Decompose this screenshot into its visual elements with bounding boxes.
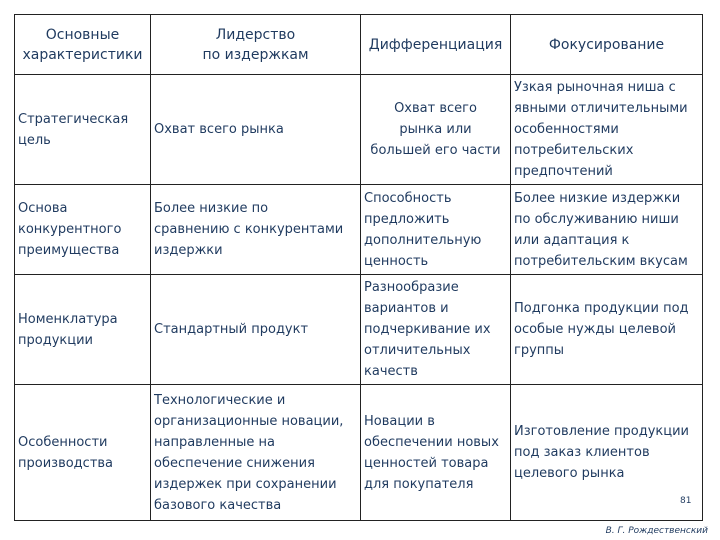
row-label-strategic-goal: Стратегическая цель bbox=[15, 75, 151, 185]
header-focus: Фокусирование bbox=[511, 15, 703, 75]
cell-cost-leadership: Стандартный продукт bbox=[151, 275, 361, 385]
table-row bbox=[15, 385, 703, 521]
strategy-comparison-table bbox=[14, 14, 703, 521]
author-footer: В. Г. Рождественский bbox=[605, 526, 708, 536]
cell-differentiation: Способность предложить дополнительную ценность bbox=[361, 185, 511, 275]
cell-focus: Более низкие издержки по обслуживанию ниши или адаптация к потребительским вкусам bbox=[511, 185, 703, 275]
cell-cost-leadership: Технологические и организационные новации, направленные на обеспечение снижения издержек при сохранении базового качества bbox=[151, 385, 361, 521]
cell-focus: Подгонка продукции под особые нужды целевой группы bbox=[511, 275, 703, 385]
cell-differentiation: Охват всего рынка или большей его части bbox=[361, 75, 511, 185]
row-label-product-range: Номенклатура продукции bbox=[15, 275, 151, 385]
cell-focus: Изготовление продукции под заказ клиентов целевого рынка bbox=[511, 385, 703, 521]
table-row bbox=[15, 275, 703, 385]
cell-cost-leadership: Охват всего рынка bbox=[151, 75, 361, 185]
cell-differentiation: Новации в обеспечении новых ценностей товара для покупателя bbox=[361, 385, 511, 521]
cell-focus: Узкая рыночная ниша с явными отличительными особенностями потребительских предпочтений bbox=[511, 75, 703, 185]
table-row bbox=[15, 185, 703, 275]
header-characteristics: Основные характеристики bbox=[15, 15, 151, 75]
header-cost-leadership: Лидерство по издержкам bbox=[151, 15, 361, 75]
header-differentiation: Дифференциация bbox=[361, 15, 511, 75]
cell-differentiation: Разнообразие вариантов и подчеркивание их отличительных качеств bbox=[361, 275, 511, 385]
row-label-competitive-advantage: Основа конкурентного преимущества bbox=[15, 185, 151, 275]
page-number: 81 bbox=[680, 496, 692, 506]
cell-cost-leadership: Более низкие по сравнению с конкурентами издержки bbox=[151, 185, 361, 275]
row-label-production-features: Особенности производства bbox=[15, 385, 151, 521]
table-row bbox=[15, 75, 703, 185]
table-header-row bbox=[15, 15, 703, 75]
